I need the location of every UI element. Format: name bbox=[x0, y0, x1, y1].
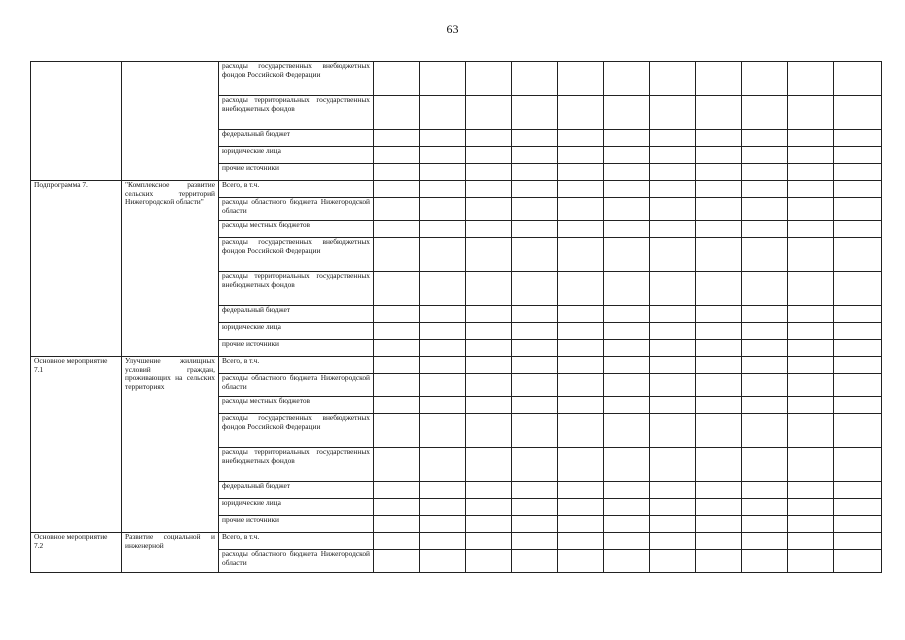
funding-source-cell: расходы местных бюджетов bbox=[219, 221, 374, 238]
value-cell bbox=[834, 414, 882, 448]
value-cell bbox=[420, 96, 466, 130]
value-cell bbox=[604, 147, 650, 164]
value-cell bbox=[512, 516, 558, 533]
funding-source-cell: расходы областного бюджета Нижегородской области bbox=[219, 198, 374, 221]
value-cell bbox=[696, 198, 742, 221]
funding-source-cell: расходы территориальных государственных внебюджетных фондов bbox=[219, 96, 374, 130]
value-cell bbox=[696, 482, 742, 499]
value-cell bbox=[512, 198, 558, 221]
value-cell bbox=[466, 550, 512, 573]
value-cell bbox=[834, 198, 882, 221]
value-cell bbox=[742, 164, 788, 181]
value-cell bbox=[788, 198, 834, 221]
value-cell bbox=[834, 147, 882, 164]
value-cell bbox=[466, 323, 512, 340]
value-cell bbox=[512, 482, 558, 499]
value-cell bbox=[604, 96, 650, 130]
value-cell bbox=[742, 306, 788, 323]
funding-source-cell: юридические лица bbox=[219, 323, 374, 340]
funding-source-cell: Всего, в т.ч. bbox=[219, 533, 374, 550]
value-cell bbox=[834, 357, 882, 374]
value-cell bbox=[834, 516, 882, 533]
value-cell bbox=[374, 448, 420, 482]
value-cell bbox=[834, 130, 882, 147]
value-cell bbox=[742, 397, 788, 414]
value-cell bbox=[788, 374, 834, 397]
value-cell bbox=[696, 533, 742, 550]
value-cell bbox=[420, 516, 466, 533]
value-cell bbox=[466, 414, 512, 448]
value-cell bbox=[374, 306, 420, 323]
value-cell bbox=[466, 181, 512, 198]
value-cell bbox=[650, 238, 696, 272]
value-cell bbox=[650, 221, 696, 238]
value-cell bbox=[604, 272, 650, 306]
value-cell bbox=[742, 499, 788, 516]
value-cell bbox=[650, 323, 696, 340]
value-cell bbox=[512, 62, 558, 96]
value-cell bbox=[696, 62, 742, 96]
funding-source-cell: прочие источники bbox=[219, 164, 374, 181]
value-cell bbox=[604, 164, 650, 181]
value-cell bbox=[420, 272, 466, 306]
funding-source-cell: расходы территориальных государственных внебюджетных фондов bbox=[219, 448, 374, 482]
funding-source-cell: расходы государственных внебюджетных фондов Российской Федерации bbox=[219, 238, 374, 272]
value-cell bbox=[788, 533, 834, 550]
value-cell bbox=[420, 499, 466, 516]
value-cell bbox=[742, 448, 788, 482]
value-cell bbox=[604, 414, 650, 448]
value-cell bbox=[374, 397, 420, 414]
value-cell bbox=[604, 448, 650, 482]
value-cell bbox=[788, 181, 834, 198]
value-cell bbox=[558, 414, 604, 448]
value-cell bbox=[604, 130, 650, 147]
funding-source-cell: расходы государственных внебюджетных фондов Российской Федерации bbox=[219, 414, 374, 448]
program-code-cell: Основное мероприятие 7.1 bbox=[31, 357, 122, 533]
value-cell bbox=[834, 340, 882, 357]
value-cell bbox=[788, 550, 834, 573]
value-cell bbox=[466, 516, 512, 533]
value-cell bbox=[558, 306, 604, 323]
value-cell bbox=[420, 340, 466, 357]
value-cell bbox=[742, 516, 788, 533]
value-cell bbox=[696, 499, 742, 516]
value-cell bbox=[558, 181, 604, 198]
value-cell bbox=[374, 130, 420, 147]
value-cell bbox=[466, 272, 512, 306]
value-cell bbox=[558, 272, 604, 306]
value-cell bbox=[604, 550, 650, 573]
value-cell bbox=[834, 550, 882, 573]
value-cell bbox=[420, 221, 466, 238]
value-cell bbox=[742, 221, 788, 238]
value-cell bbox=[834, 62, 882, 96]
value-cell bbox=[742, 62, 788, 96]
value-cell bbox=[696, 323, 742, 340]
value-cell bbox=[558, 147, 604, 164]
value-cell bbox=[420, 374, 466, 397]
funding-source-cell: Всего, в т.ч. bbox=[219, 357, 374, 374]
value-cell bbox=[558, 198, 604, 221]
value-cell bbox=[466, 164, 512, 181]
program-code-cell: Подпрограмма 7. bbox=[31, 181, 122, 357]
value-cell bbox=[788, 516, 834, 533]
value-cell bbox=[696, 96, 742, 130]
value-cell bbox=[696, 414, 742, 448]
value-cell bbox=[604, 62, 650, 96]
table-body bbox=[31, 62, 882, 573]
value-cell bbox=[512, 533, 558, 550]
value-cell bbox=[696, 272, 742, 306]
value-cell bbox=[420, 414, 466, 448]
value-cell bbox=[420, 533, 466, 550]
value-cell bbox=[466, 130, 512, 147]
value-cell bbox=[558, 516, 604, 533]
value-cell bbox=[788, 448, 834, 482]
value-cell bbox=[512, 397, 558, 414]
value-cell bbox=[512, 550, 558, 573]
value-cell bbox=[374, 357, 420, 374]
value-cell bbox=[650, 306, 696, 323]
value-cell bbox=[788, 306, 834, 323]
value-cell bbox=[374, 340, 420, 357]
value-cell bbox=[742, 323, 788, 340]
value-cell bbox=[834, 499, 882, 516]
value-cell bbox=[558, 323, 604, 340]
value-cell bbox=[650, 482, 696, 499]
value-cell bbox=[604, 357, 650, 374]
value-cell bbox=[650, 147, 696, 164]
value-cell bbox=[466, 340, 512, 357]
value-cell bbox=[834, 306, 882, 323]
value-cell bbox=[374, 482, 420, 499]
value-cell bbox=[558, 238, 604, 272]
value-cell bbox=[742, 238, 788, 272]
value-cell bbox=[788, 96, 834, 130]
value-cell bbox=[604, 323, 650, 340]
value-cell bbox=[696, 397, 742, 414]
value-cell bbox=[374, 272, 420, 306]
value-cell bbox=[650, 164, 696, 181]
value-cell bbox=[512, 340, 558, 357]
value-cell bbox=[420, 397, 466, 414]
value-cell bbox=[420, 130, 466, 147]
value-cell bbox=[466, 96, 512, 130]
value-cell bbox=[650, 181, 696, 198]
value-cell bbox=[420, 448, 466, 482]
value-cell bbox=[512, 323, 558, 340]
value-cell bbox=[696, 147, 742, 164]
value-cell bbox=[742, 414, 788, 448]
value-cell bbox=[466, 357, 512, 374]
value-cell bbox=[604, 516, 650, 533]
value-cell bbox=[834, 272, 882, 306]
value-cell bbox=[512, 448, 558, 482]
value-cell bbox=[374, 96, 420, 130]
value-cell bbox=[788, 238, 834, 272]
value-cell bbox=[604, 374, 650, 397]
value-cell bbox=[742, 130, 788, 147]
value-cell bbox=[788, 272, 834, 306]
value-cell bbox=[742, 181, 788, 198]
funding-source-cell: расходы государственных внебюджетных фондов Российской Федерации bbox=[219, 62, 374, 96]
value-cell bbox=[466, 482, 512, 499]
value-cell bbox=[650, 414, 696, 448]
value-cell bbox=[466, 397, 512, 414]
value-cell bbox=[650, 448, 696, 482]
value-cell bbox=[696, 181, 742, 198]
value-cell bbox=[696, 357, 742, 374]
value-cell bbox=[512, 96, 558, 130]
table-row bbox=[31, 533, 882, 550]
table-row bbox=[31, 62, 882, 96]
value-cell bbox=[742, 198, 788, 221]
funding-source-cell: федеральный бюджет bbox=[219, 482, 374, 499]
value-cell bbox=[466, 62, 512, 96]
value-cell bbox=[420, 306, 466, 323]
value-cell bbox=[604, 533, 650, 550]
value-cell bbox=[558, 533, 604, 550]
value-cell bbox=[558, 448, 604, 482]
value-cell bbox=[558, 96, 604, 130]
value-cell bbox=[420, 198, 466, 221]
value-cell bbox=[604, 198, 650, 221]
value-cell bbox=[604, 397, 650, 414]
value-cell bbox=[742, 357, 788, 374]
value-cell bbox=[788, 221, 834, 238]
value-cell bbox=[788, 340, 834, 357]
value-cell bbox=[788, 130, 834, 147]
value-cell bbox=[650, 357, 696, 374]
value-cell bbox=[650, 130, 696, 147]
program-code-cell: Основное мероприятие 7.2 bbox=[31, 533, 122, 573]
value-cell bbox=[834, 374, 882, 397]
value-cell bbox=[696, 306, 742, 323]
value-cell bbox=[742, 340, 788, 357]
value-cell bbox=[558, 499, 604, 516]
program-title-cell bbox=[122, 62, 219, 181]
value-cell bbox=[834, 397, 882, 414]
value-cell bbox=[374, 550, 420, 573]
value-cell bbox=[558, 164, 604, 181]
value-cell bbox=[420, 357, 466, 374]
value-cell bbox=[742, 533, 788, 550]
funding-source-cell: федеральный бюджет bbox=[219, 130, 374, 147]
value-cell bbox=[834, 96, 882, 130]
value-cell bbox=[466, 198, 512, 221]
value-cell bbox=[834, 448, 882, 482]
value-cell bbox=[696, 164, 742, 181]
value-cell bbox=[512, 414, 558, 448]
value-cell bbox=[696, 516, 742, 533]
value-cell bbox=[742, 482, 788, 499]
value-cell bbox=[834, 181, 882, 198]
value-cell bbox=[466, 221, 512, 238]
value-cell bbox=[650, 397, 696, 414]
value-cell bbox=[374, 323, 420, 340]
value-cell bbox=[604, 221, 650, 238]
value-cell bbox=[788, 357, 834, 374]
value-cell bbox=[788, 147, 834, 164]
value-cell bbox=[466, 238, 512, 272]
value-cell bbox=[374, 499, 420, 516]
value-cell bbox=[696, 130, 742, 147]
value-cell bbox=[788, 164, 834, 181]
value-cell bbox=[650, 516, 696, 533]
value-cell bbox=[604, 482, 650, 499]
value-cell bbox=[512, 357, 558, 374]
value-cell bbox=[788, 414, 834, 448]
value-cell bbox=[650, 374, 696, 397]
value-cell bbox=[788, 482, 834, 499]
value-cell bbox=[696, 238, 742, 272]
page-number: 63 bbox=[446, 22, 459, 36]
program-title-cell: Развитие социальной и инженерной bbox=[122, 533, 219, 573]
value-cell bbox=[788, 62, 834, 96]
value-cell bbox=[374, 533, 420, 550]
budget-table bbox=[30, 61, 882, 573]
value-cell bbox=[788, 397, 834, 414]
value-cell bbox=[374, 198, 420, 221]
program-title-cell: "Комплексное развитие сельских территорий Нижегородской области" bbox=[122, 181, 219, 357]
funding-source-cell: расходы территориальных государственных внебюджетных фондов bbox=[219, 272, 374, 306]
value-cell bbox=[604, 340, 650, 357]
value-cell bbox=[834, 221, 882, 238]
value-cell bbox=[512, 221, 558, 238]
value-cell bbox=[742, 272, 788, 306]
value-cell bbox=[420, 238, 466, 272]
value-cell bbox=[374, 181, 420, 198]
value-cell bbox=[374, 164, 420, 181]
value-cell bbox=[650, 198, 696, 221]
value-cell bbox=[466, 499, 512, 516]
value-cell bbox=[374, 221, 420, 238]
value-cell bbox=[466, 374, 512, 397]
value-cell bbox=[512, 238, 558, 272]
program-title-cell: Улучшение жилищных условий граждан, проживающих на сельских территориях bbox=[122, 357, 219, 533]
value-cell bbox=[512, 147, 558, 164]
value-cell bbox=[742, 96, 788, 130]
value-cell bbox=[558, 550, 604, 573]
value-cell bbox=[374, 238, 420, 272]
table-row bbox=[31, 357, 882, 374]
value-cell bbox=[650, 550, 696, 573]
value-cell bbox=[420, 164, 466, 181]
value-cell bbox=[742, 550, 788, 573]
value-cell bbox=[788, 499, 834, 516]
value-cell bbox=[558, 397, 604, 414]
table-row bbox=[31, 181, 882, 198]
value-cell bbox=[650, 62, 696, 96]
value-cell bbox=[466, 147, 512, 164]
value-cell bbox=[834, 238, 882, 272]
value-cell bbox=[650, 533, 696, 550]
funding-source-cell: расходы областного бюджета Нижегородской области bbox=[219, 374, 374, 397]
program-code-cell bbox=[31, 62, 122, 181]
value-cell bbox=[834, 533, 882, 550]
value-cell bbox=[696, 550, 742, 573]
value-cell bbox=[742, 374, 788, 397]
value-cell bbox=[650, 340, 696, 357]
value-cell bbox=[512, 130, 558, 147]
funding-source-cell: Всего, в т.ч. bbox=[219, 181, 374, 198]
value-cell bbox=[834, 323, 882, 340]
value-cell bbox=[696, 221, 742, 238]
funding-source-cell: юридические лица bbox=[219, 147, 374, 164]
value-cell bbox=[696, 374, 742, 397]
value-cell bbox=[374, 62, 420, 96]
value-cell bbox=[788, 323, 834, 340]
funding-source-cell: прочие источники bbox=[219, 516, 374, 533]
value-cell bbox=[558, 62, 604, 96]
funding-source-cell: прочие источники bbox=[219, 340, 374, 357]
value-cell bbox=[420, 550, 466, 573]
value-cell bbox=[742, 147, 788, 164]
value-cell bbox=[374, 374, 420, 397]
value-cell bbox=[650, 272, 696, 306]
value-cell bbox=[512, 164, 558, 181]
value-cell bbox=[558, 482, 604, 499]
value-cell bbox=[604, 238, 650, 272]
value-cell bbox=[374, 147, 420, 164]
value-cell bbox=[650, 499, 696, 516]
value-cell bbox=[696, 448, 742, 482]
value-cell bbox=[604, 499, 650, 516]
value-cell bbox=[696, 340, 742, 357]
value-cell bbox=[420, 482, 466, 499]
value-cell bbox=[512, 374, 558, 397]
value-cell bbox=[512, 306, 558, 323]
value-cell bbox=[512, 499, 558, 516]
value-cell bbox=[420, 62, 466, 96]
value-cell bbox=[834, 482, 882, 499]
funding-source-cell: федеральный бюджет bbox=[219, 306, 374, 323]
value-cell bbox=[420, 181, 466, 198]
value-cell bbox=[512, 181, 558, 198]
value-cell bbox=[374, 516, 420, 533]
funding-source-cell: расходы местных бюджетов bbox=[219, 397, 374, 414]
value-cell bbox=[420, 323, 466, 340]
funding-source-cell: расходы областного бюджета Нижегородской области bbox=[219, 550, 374, 573]
value-cell bbox=[466, 533, 512, 550]
value-cell bbox=[558, 357, 604, 374]
value-cell bbox=[374, 414, 420, 448]
value-cell bbox=[512, 272, 558, 306]
value-cell bbox=[558, 340, 604, 357]
funding-source-cell: юридические лица bbox=[219, 499, 374, 516]
value-cell bbox=[650, 96, 696, 130]
value-cell bbox=[466, 448, 512, 482]
value-cell bbox=[558, 221, 604, 238]
value-cell bbox=[604, 181, 650, 198]
value-cell bbox=[604, 306, 650, 323]
value-cell bbox=[420, 147, 466, 164]
value-cell bbox=[834, 164, 882, 181]
value-cell bbox=[466, 306, 512, 323]
value-cell bbox=[558, 374, 604, 397]
value-cell bbox=[558, 130, 604, 147]
